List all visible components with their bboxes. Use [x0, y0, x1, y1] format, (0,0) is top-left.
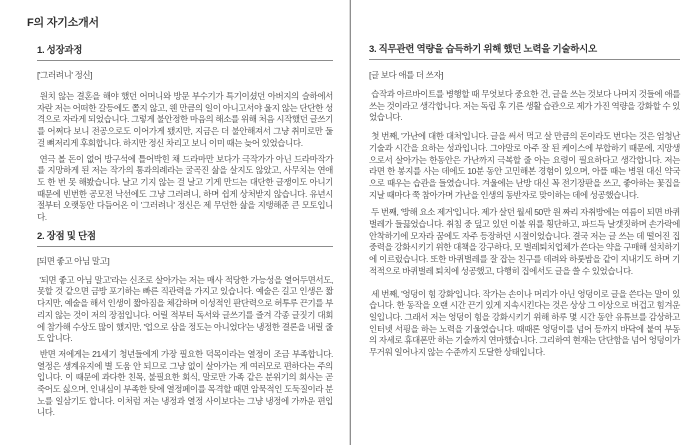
paragraph: '되면 좋고 아님 말고'라는 신조로 살아가는 저는 매사 적당한 가능성을 열어두면서도, 못할 것 같으면 금방 포기하는 빠른 직관력을 가지고 있습니다. 예술은 길고 인생은 짧다지만, 예술을 해서 인생이 짧아짐을 체감하며 이성적인 판단력으로 허투루 끈기를 부리지 않는 것이 저의 장점입니다. 어릴 적부터 독서와 글쓰기를 즐겨 각종 글짓기 대회에 참가해 수상도 많이 했지만, '업으로 삼을 정도는 아니었다'는 냉정한 결론을 내릴 줄도 압니다.: [37, 274, 335, 344]
paragraph: 첫 번째, '가난에 대한 대처'입니다. 글을 써서 먹고 살 만큼의 돈이라도 번다는 것은 엄청난 기술과 시간을 요하는 성과입니다. 그야말로 아주 잘 된 케이스에 부합하기 때문에, 지망생으로서 살아가는 한동안은 가난까지 극복할 줄 아는 요령이 필요하다고 생각합니다. 저는 라면 한 봉지를 사는 데에도 10분 동안 고민해본 경험이 있으며, 아플 때는 병원 대신 약국으로 때우는 습관을 들였습니다. 겨울에는 난방 대신 꼭 전기장판을 쓰고, 좋아하는 꽃집을 지날 때마다 쭉 참아가며 가난을 인생의 동반자로 맞이하는 데에 성공했습니다.: [369, 131, 682, 200]
paragraph: 원치 않는 결혼을 해야 했던 어머니와 방문 부수기가 특기이셨던 아버지의 슬하에서 자란 저는 어떠한 갈등에도 쫄지 않고, 웬 만큼의 일이 아니고서야 울지 않는 단단한 성격으로 자라게 되었습니다. 그렇게 불안정한 마음의 해소를 위해 처음 시작했던 글쓰기를 어쩌다 보니 전공으로도 이어가게 됐지만, 지금은 더 불안해져서 그냥 취미로만 둘 걸 뼈저리게 후회합니다. 하지만 정신 차리고 보니 이미 때는 늦어 있었습니다.: [37, 91, 335, 148]
section-2-heading: 2. 장점 및 단점: [37, 231, 333, 247]
paragraph: 반면 저에게는 21세기 청년들에게 가장 필요한 덕목이라는 열정이 조금 부족합니다. 열정은 생계유지에 별 도움 안 되므로 그냥 없이 살아가는 게 여러모로 편하다는 주의입니다. 이 때문에 과다한 친목, 불필요한 회식, 말로만 가족 같은 분위기의 회사는 곧 죽어도 싫으며, 인내심이 부족한 탓에 열정페이를 목격할 때면 암묵적인 도둑질이라 분노를 일삼기도 합니다. 이처럼 저는 냉정과 열정 사이보다는 그냥 냉정에 가까운 편입니다.: [37, 348, 335, 418]
paragraph: 두 번째, '방해 요소 제거'입니다. 제가 살던 월세 50만 원 짜리 자취방에는 여름이 되면 바퀴벌레가 들끓었습니다. 취침 중 덮고 있던 이불 위를 횡단하고, 파드득 날갯짓하며 손가락에 안착하기에 모자라 꿈에도 자주 등장하던 시절이었습니다. 결국 저는 글 쓰는 데 떨어진 집중력을 강화시키기 위한 대책을 강구하다, 모 벌레퇴치업체가 쓴다는 약을 구매해 설치하기에 이르렀습니다. 또한 바퀴벌레를 잘 잡는 친구를 데려와 하룻밤을 같이 지내기도 하며 기적적으로 바퀴벌레 퇴치에 성공했고, 다행히 집에서도 글을 쓸 수 있었습니다.: [369, 207, 682, 276]
section-3-heading: 3. 직무관련 역량을 습득하기 위해 했던 노력을 기술하시오: [369, 44, 680, 60]
paragraph: 연극 볼 돈이 없어 방구석에 틀어박힌 채 드라마만 보다가 극작가가 아닌 드라마작가를 지망하게 된 저는 작가의 통과의례라는 굴곡진 삶을 살지도 않았고, 사무치는 연애도 한 번 못 해봤습니다. 날고 기지 않는 걸 날고 기게 만드는 대단한 글쟁이도 아니기 때문에 빈번한 공모전 낙선에도 그냥 그러려니, 하며 쉽게 상처받지 않습니다. 유년시절부터 오랫동안 다듬어온 이 '그러려니' 정신은 제 무던한 삶을 지탱해준 큰 모토입니다.: [37, 153, 335, 223]
page-2: [351, 0, 700, 445]
section-1-heading: 1. 성장과정: [37, 45, 333, 61]
section-2-subtitle: [되면 좋고 아님 말고]: [37, 255, 110, 266]
paragraph: 세 번째, '엉덩이 힘 강화'입니다. 작가는 손이나 머리가 아닌 엉덩이로 글을 쓴다는 말이 있습니다. 한 동작을 오랜 시간 끈기 있게 지속시킨다는 것은 상상 그 이상으로 버겁고 힘겨운 일입니다. 그래서 저는 엉덩이 힘을 강화시키기 위해 하루 몇 시간 동안 유튜브를 감상하고 인터넷 서핑을 하는 노력을 기울였습니다. 때때론 엉덩이를 넘어 등까지 바닥에 붙여 부동의 자세로 휴대폰만 하는 기술까지 연마했습니다. 그리하여 현재는 단단함을 넘어 엉덩이가 무거워 일어나지 않는 수준까지 도달한 상태입니다.: [369, 288, 682, 358]
section-1-subtitle: ['그러려니' 정신]: [37, 70, 93, 80]
section-strengths-weaknesses: [37, 231, 333, 419]
section-growth-process: [37, 45, 333, 224]
section-3-subtitle: [글 보다 애를 더 쓰자]: [369, 70, 444, 80]
page-1: [0, 0, 349, 445]
section-job-competency: [369, 44, 680, 359]
document-title: F의 자기소개서: [27, 17, 99, 29]
paragraph: 습작과 아르바이트를 병행할 때 무엇보다 중요한 건, 글을 쓰는 것보다 나머지 것들에 애를 쓰는 것이라고 생각합니다. 저는 독립 후 기른 생활 습관으로 제가 가진 역량을 강화할 수 있었습니다.: [369, 89, 682, 123]
